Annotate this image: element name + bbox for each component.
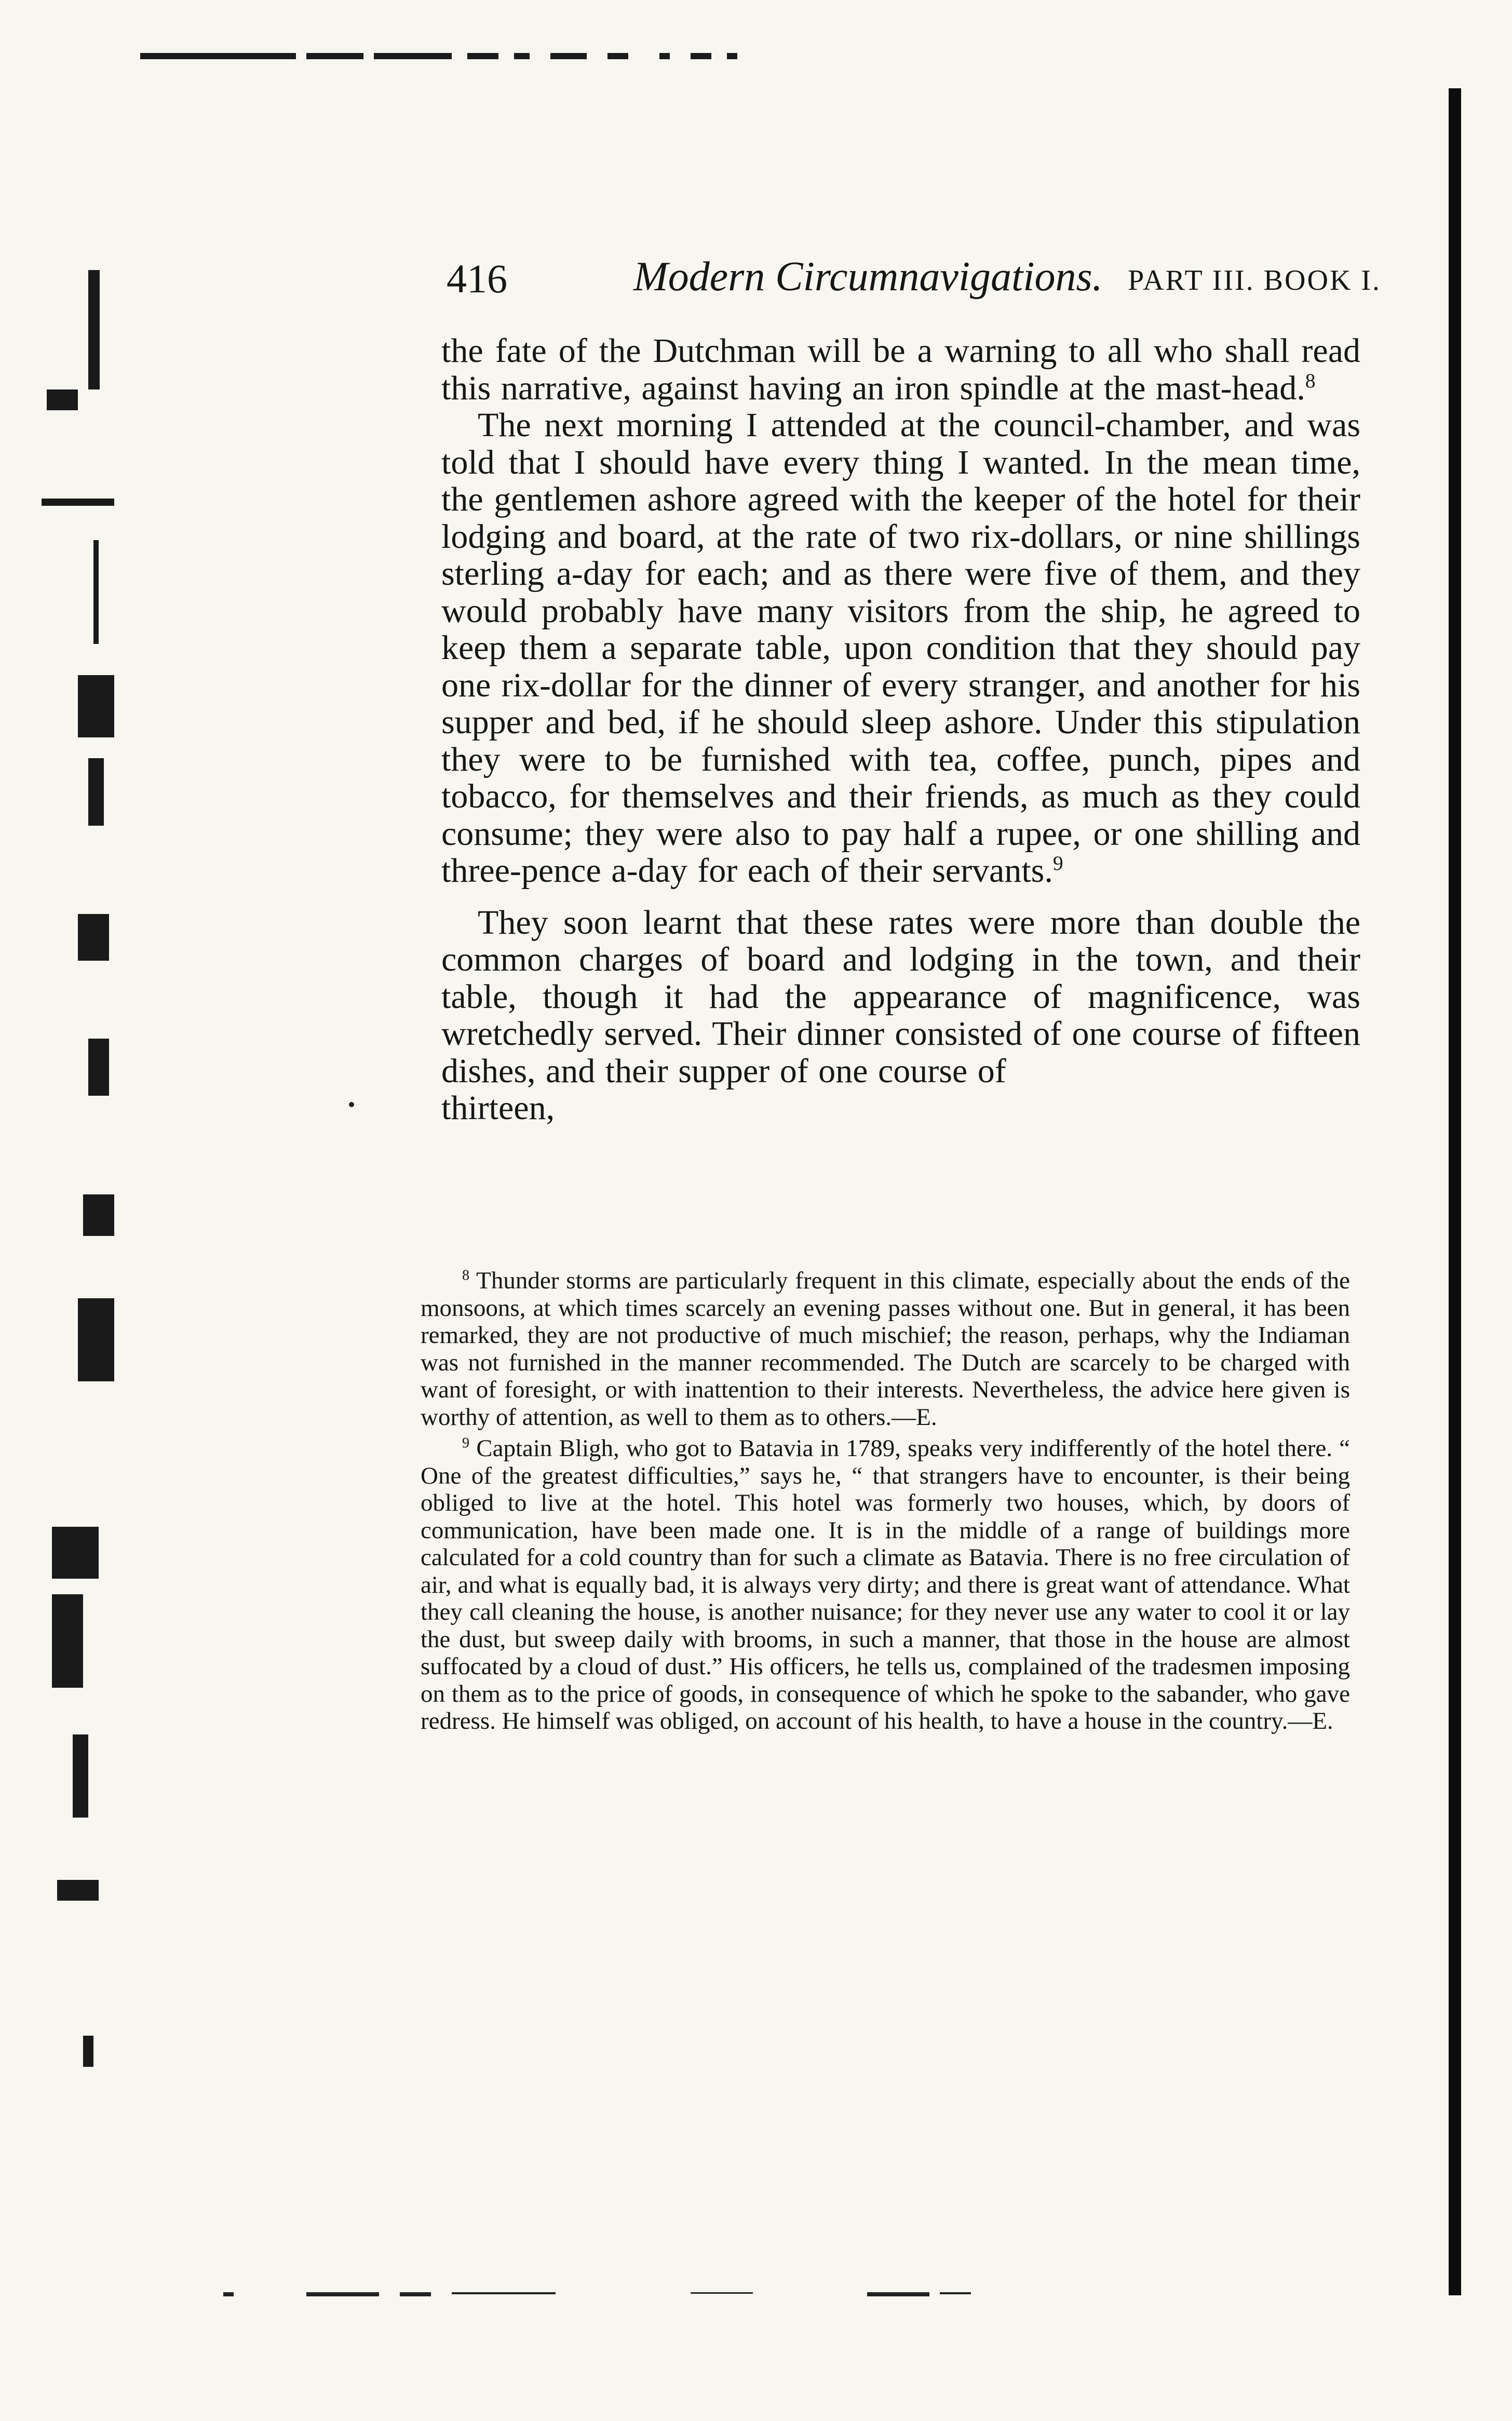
footnote-mark-8: 8 — [462, 1267, 470, 1284]
page-number: 416 — [447, 256, 507, 301]
footnote-ref-9: 9 — [1052, 852, 1063, 875]
footnote-mark-9: 9 — [462, 1435, 470, 1451]
main-text — [441, 332, 1360, 1127]
scan-dark-right-edge — [1449, 88, 1461, 2295]
part-book-label: PART III. BOOK I. — [1128, 264, 1381, 297]
paragraph-council-chamber — [441, 407, 1360, 890]
scan-noise-bottom — [223, 2289, 1054, 2302]
catchword: thirteen, — [441, 1089, 555, 1127]
ink-speck — [349, 1102, 354, 1107]
footnote-8 — [421, 1267, 1350, 1431]
footnote-ref-8: 8 — [1305, 369, 1316, 392]
running-title: Modern Circumnavigations. — [633, 254, 1103, 300]
scan-noise-top — [140, 50, 841, 63]
paragraph-text: The next morning I attended at the council-chamber, and was told that I should have every thing I wanted. In the mean time, the gentlemen ashore agreed with the keeper of the hotel for their lodging and board, at the rate of two rix-dollars, or nine shillings sterling a-day for each; and as there were five of them, and they would probably have many visitors from the ship, he agreed to keep them a separate table, upon condition that they should pay one rix-dollar for the dinner of every stranger, and another for his supper and bed, if he should sleep ashore. Under this stipulation they were to be furnished with tea, coffee, punch, pipes and tobacco, for themselves and their friends, as much as they could consume; they were also to pay half a rupee, or one shilling and three-pence a-day for each of their servants. — [441, 406, 1360, 890]
footnote-text: Thunder storms are particularly frequent in this climate, especially about the ends of the monsoons, at which times scarcely an evening passes without one. But in general, it has been remarked, they are not productive of much mischief; the reason, perhaps, why the Indiaman was not furnished in the manner recommended. The Dutch are scarcely to be charged with want of foresight, or with inattention to their interests. Nevertheless, the advice here given is worthy of attention, as well to them as to others.—E. — [421, 1267, 1350, 1431]
paragraph-text: the fate of the Dutchman will be a warning to all who shall read this narrative, against having an iron spindle at the mast-head. — [441, 332, 1360, 407]
footnote-text: Captain Bligh, who got to Batavia in 1789, speaks very indifferently of the hotel there. “ One of the greatest difficulties,” says he, “ that strangers have to encounter, is their being obliged to live at the hotel. This hotel was formerly two houses, which, by doors of communication, have been made one. It is in the middle of a range of buildings more calculated for a cold country than for such a climate as Batavia. There is no free circulation of air, and what is equally bad, it is always very dirty; and there is great want of attendance. What they call cleaning the house, is another nuisance; for they never use any water to cool it or lay the dust, but sweep daily with brooms, in such a manner, that those in the house are almost suffocated by a cloud of dust.” His officers, he tells us, complained of the tradesmen imposing on them as to the price of goods, in consequence of which he spoke to the sabander, who gave redress. He himself was obliged, on account of his health, to have a house in the country.—E. — [421, 1435, 1351, 1734]
paragraph-rates — [441, 904, 1360, 1090]
paragraph-text: They soon learnt that these rates were more than double the common charges of board and lodging in the town, and their table, though it had the appearance of magnificence, was wretchedly served. Their dinner consisted of one course of fifteen dishes, and their supper of one course of — [441, 903, 1360, 1090]
paragraph-continued — [441, 332, 1360, 407]
scan-noise-left-edge — [31, 249, 114, 2067]
footnote-9 — [421, 1435, 1350, 1735]
running-head — [447, 249, 1381, 312]
footnotes — [421, 1267, 1350, 1735]
